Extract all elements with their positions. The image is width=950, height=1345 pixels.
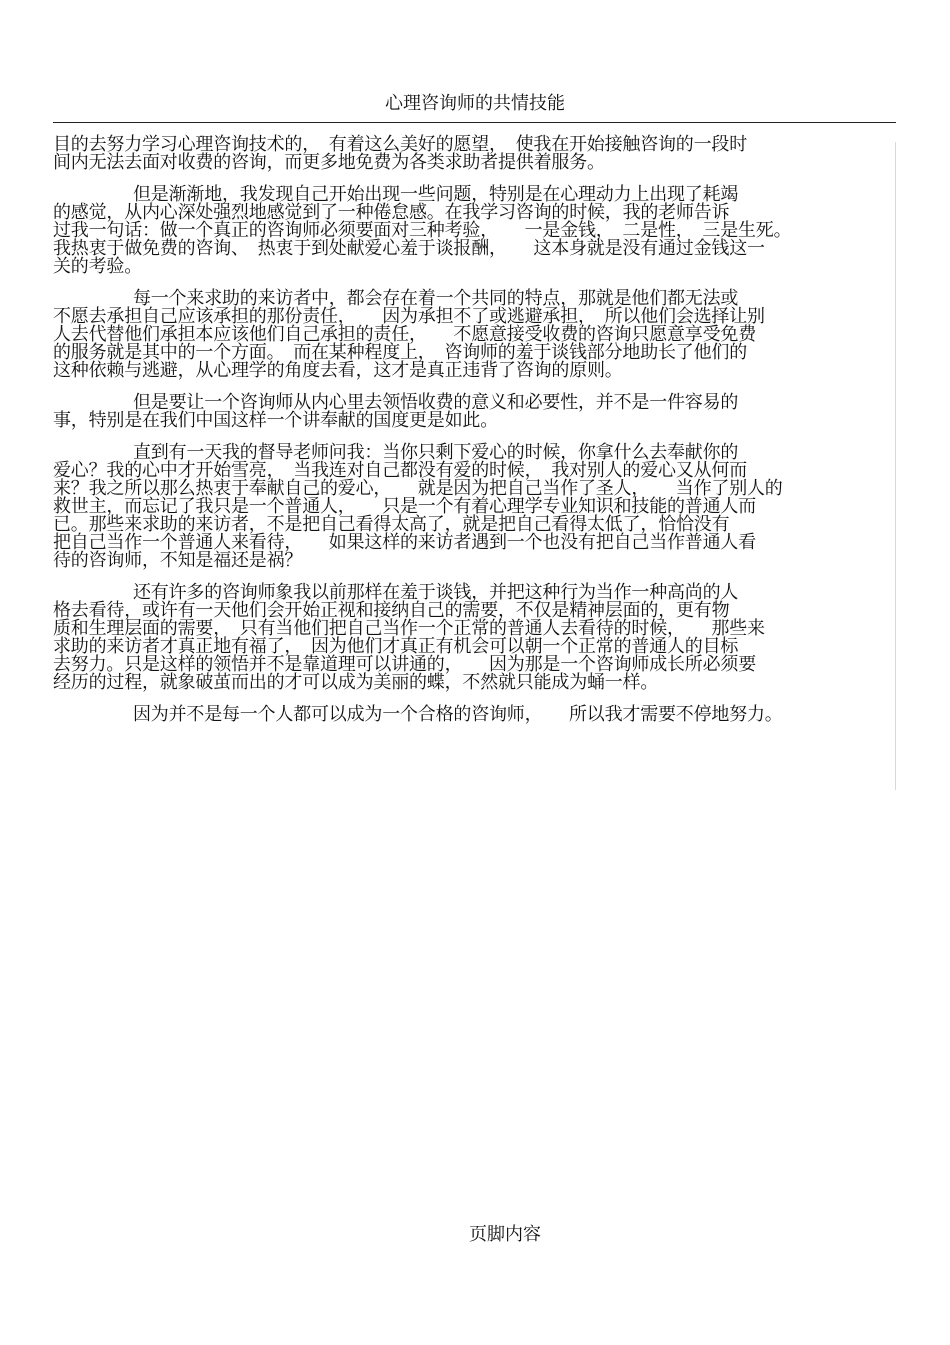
text-line: 间内无法去面对收费的咨询，而更多地免费为各类求助者提供着服务。 xyxy=(53,152,605,173)
paragraph xyxy=(53,706,895,724)
text-line: 事，特别是在我们中国这样一个讲奉献的国度更是如此。 xyxy=(53,410,498,431)
page-footer: 页脚内容 xyxy=(469,1224,541,1245)
text-line: 人去代替他们承担本应该他们自己承担的责任， 不愿意接受收费的咨询只愿意享受免费 xyxy=(53,324,756,345)
paragraph xyxy=(53,444,895,570)
paragraph xyxy=(53,584,895,692)
text-line: 的服务就是其中的一个方面。 而在某种程度上， 咨询师的羞于谈钱部分地助长了他们的 xyxy=(53,342,747,363)
text-line: 求助的来访者才真正地有福了， 因为他们才真正有机会可以朝一个正常的普通人的目标 xyxy=(53,636,739,657)
text-line: 但是渐渐地，我发现自己开始出现一些问题，特别是在心理动力上出现了耗竭 xyxy=(133,184,739,205)
text-line: 因为并不是每一个人都可以成为一个合格的咨询师， 所以我才需要不停地努力。 xyxy=(133,704,783,725)
paragraph xyxy=(53,394,895,430)
text-line: 目的去努力学习心理咨询技术的， 有着这么美好的愿望， 使我在开始接触咨询的一段时 xyxy=(53,134,747,155)
text-line: 直到有一天我的督导老师问我：当你只剩下爱心的时候，你拿什么去奉献你的 xyxy=(133,442,739,463)
text-line: 过我一句话：做一个真正的咨询师必须要面对三种考验， 一是金钱， 二是性， 三是生死。 xyxy=(53,220,792,241)
text-line: 来？我之所以那么热衷于奉献自己的爱心， 就是因为把自己当作了圣人， 当作了别人的 xyxy=(53,478,783,499)
document-body xyxy=(53,136,895,738)
text-line: 救世主，而忘记了我只是一个普通人， 只是一个有着心理学专业知识和技能的普通人而 xyxy=(53,496,756,517)
text-line: 还有许多的咨询师象我以前那样在羞于谈钱，并把这种行为当作一种高尚的人 xyxy=(133,582,739,603)
text-line: 去努力。只是这样的领悟并不是靠道理可以讲通的， 因为那是一个咨询师成长所必须要 xyxy=(53,654,756,675)
text-line: 经历的过程，就象破茧而出的才可以成为美丽的蝶，不然就只能成为蛹一样。 xyxy=(53,672,659,693)
header-divider xyxy=(53,122,896,123)
text-line: 的感觉，从内心深处强烈地感觉到了一种倦怠感。在我学习咨询的时候，我的老师告诉 xyxy=(53,202,730,223)
text-line: 这种依赖与逃避，从心理学的角度去看，这才是真正违背了咨询的原则。 xyxy=(53,360,623,381)
text-line: 我热衷于做免费的咨询、 热衷于到处献爱心羞于谈报酬， 这本身就是没有通过金钱这一 xyxy=(53,238,765,259)
text-line: 格去看待，或许有一天他们会开始正视和接纳自己的需要，不仅是精神层面的，更有物 xyxy=(53,600,730,621)
paragraph xyxy=(53,136,895,172)
text-line: 每一个来求助的来访者中，都会存在着一个共同的特点，那就是他们都无法或 xyxy=(133,288,739,309)
text-line: 待的咨询师，不知是福还是祸？ xyxy=(53,550,303,571)
page-title: 心理咨询师的共情技能 xyxy=(385,93,565,114)
text-line: 把自己当作一个普通人来看待， 如果这样的来访者遇到一个也没有把自己当作普通人看 xyxy=(53,532,756,553)
text-line: 关的考验。 xyxy=(53,256,142,277)
paragraph xyxy=(53,186,895,276)
text-line: 但是要让一个咨询师从内心里去领悟收费的意义和必要性，并不是一件容易的 xyxy=(133,392,739,413)
text-line: 爱心？我的心中才开始雪亮， 当我连对自己都没有爱的时候， 我对别人的爱心又从何而 xyxy=(53,460,747,481)
margin-rule xyxy=(895,142,896,790)
text-line: 质和生理层面的需要， 只有当他们把自己当作一个正常的普通人去看待的时候， 那些来 xyxy=(53,618,765,639)
text-line: 已。那些来求助的来访者，不是把自己看得太高了，就是把自己看得太低了，恰恰没有 xyxy=(53,514,730,535)
paragraph xyxy=(53,290,895,380)
text-line: 不愿去承担自己应该承担的那份责任， 因为承担不了或逃避承担， 所以他们会选择让别 xyxy=(53,306,765,327)
